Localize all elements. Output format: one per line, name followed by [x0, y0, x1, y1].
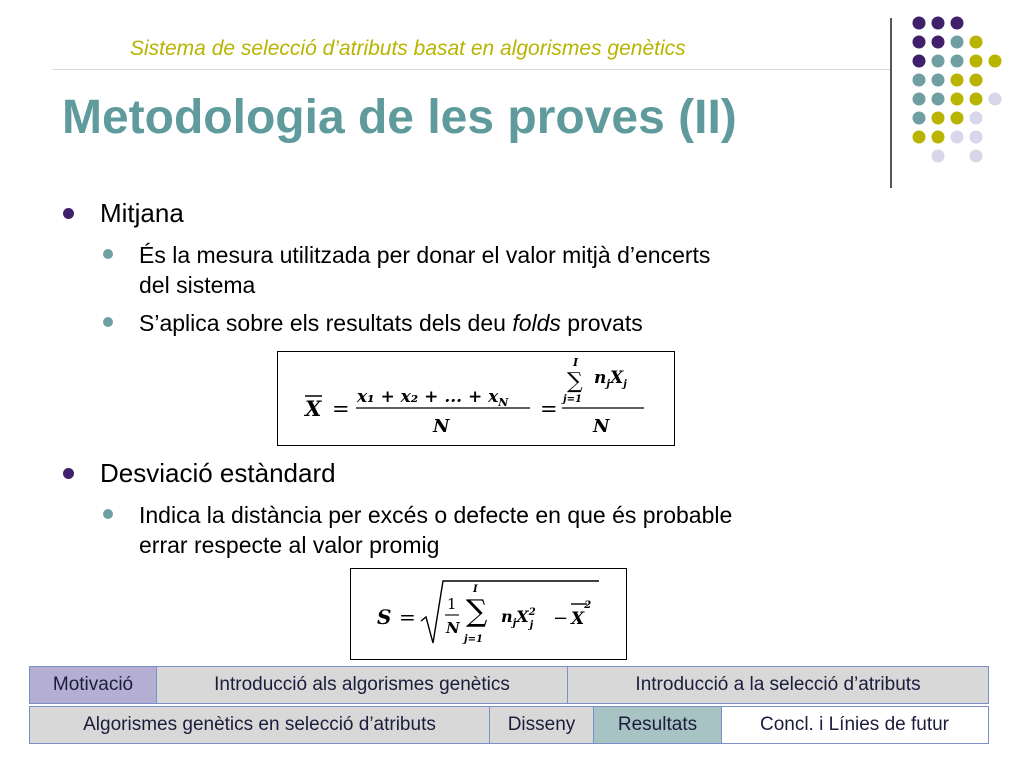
nav-row-1 — [29, 666, 989, 704]
decorative-dot-grid — [905, 10, 1015, 170]
svg-text:I: I — [573, 356, 579, 369]
sub-bullet-text: S’aplica sobre els resultats dels deu folds provats — [139, 310, 643, 336]
svg-text:X2: $X^2$ — [571, 600, 592, 629]
nav-tab-conclusions[interactable]: Concl. i Línies de futur — [721, 706, 989, 744]
svg-text:=: = — [332, 397, 350, 421]
nav-tab-intro-algorismes[interactable]: Introducció als algorismes genètics — [156, 666, 569, 704]
nav-tab-algorismes-seleccio[interactable]: Algorismes genètics en selecció d’atributs — [29, 706, 490, 744]
bullet-dot-icon — [63, 208, 74, 219]
mean-formula — [277, 351, 675, 446]
sub-bullet-mitjana-1 — [103, 240, 710, 300]
bullet-label: Mitjana — [100, 198, 184, 228]
sigma-icon: ∑ — [567, 369, 583, 394]
nav-row-2 — [29, 706, 989, 744]
nav-tab-motivacio[interactable]: Motivació — [29, 666, 157, 704]
sub-bullet-mitjana-2 — [103, 308, 643, 338]
svg-text:N: N — [446, 619, 460, 637]
sigma-icon: ∑ — [466, 594, 488, 629]
bullet-desviacio — [63, 458, 336, 489]
formula-denominator: N — [433, 416, 450, 437]
svg-text:1: 1 — [447, 595, 457, 613]
svg-text:N: N — [593, 416, 610, 437]
svg-text:j=1: j=1 — [563, 394, 582, 405]
slide-title: Metodologia de les proves (II) — [62, 91, 737, 144]
bullet-dot-icon — [63, 468, 74, 479]
svg-text:j=1: j=1 — [464, 634, 483, 645]
formula-numerator: x₁ + x₂ + ... + $x_N$ — [357, 387, 509, 409]
svg-text:=: = — [399, 605, 416, 629]
bullet-dot-icon — [103, 317, 113, 327]
header-divider — [52, 69, 890, 70]
sub-bullet-text: Indica la distància per excés o defecte en que és probable errar respecte al valor promig — [139, 502, 733, 558]
bullet-mitjana — [63, 198, 184, 229]
vertical-divider — [890, 18, 892, 188]
bullet-label: Desviació estàndard — [100, 458, 336, 488]
std-formula — [350, 568, 627, 660]
sub-bullet-text: És la mesura utilitzada per donar el valor mitjà d’encerts del sistema — [139, 242, 711, 298]
svg-text:I: I — [473, 584, 478, 595]
slide-subtitle: Sistema de selecció d’atributs basat en algorismes genètics — [130, 37, 686, 60]
formula-lhs: X — [305, 396, 322, 421]
bullet-dot-icon — [103, 249, 113, 259]
svg-text:njXj: $n_jX_j$ — [594, 368, 627, 390]
bullet-dot-icon — [103, 509, 113, 519]
sub-bullet-desviacio-1 — [103, 500, 732, 560]
svg-text:=: = — [540, 397, 558, 421]
nav-tab-intro-seleccio[interactable]: Introducció a la selecció d’atributs — [567, 666, 989, 704]
svg-text:njX2j: $n_jX^2$ j — [501, 607, 536, 631]
nav-tab-disseny[interactable]: Disseny — [489, 706, 595, 744]
svg-text:S: S — [377, 605, 392, 629]
nav-tab-resultats[interactable]: Resultats — [593, 706, 722, 744]
svg-text:−: − — [553, 608, 569, 629]
